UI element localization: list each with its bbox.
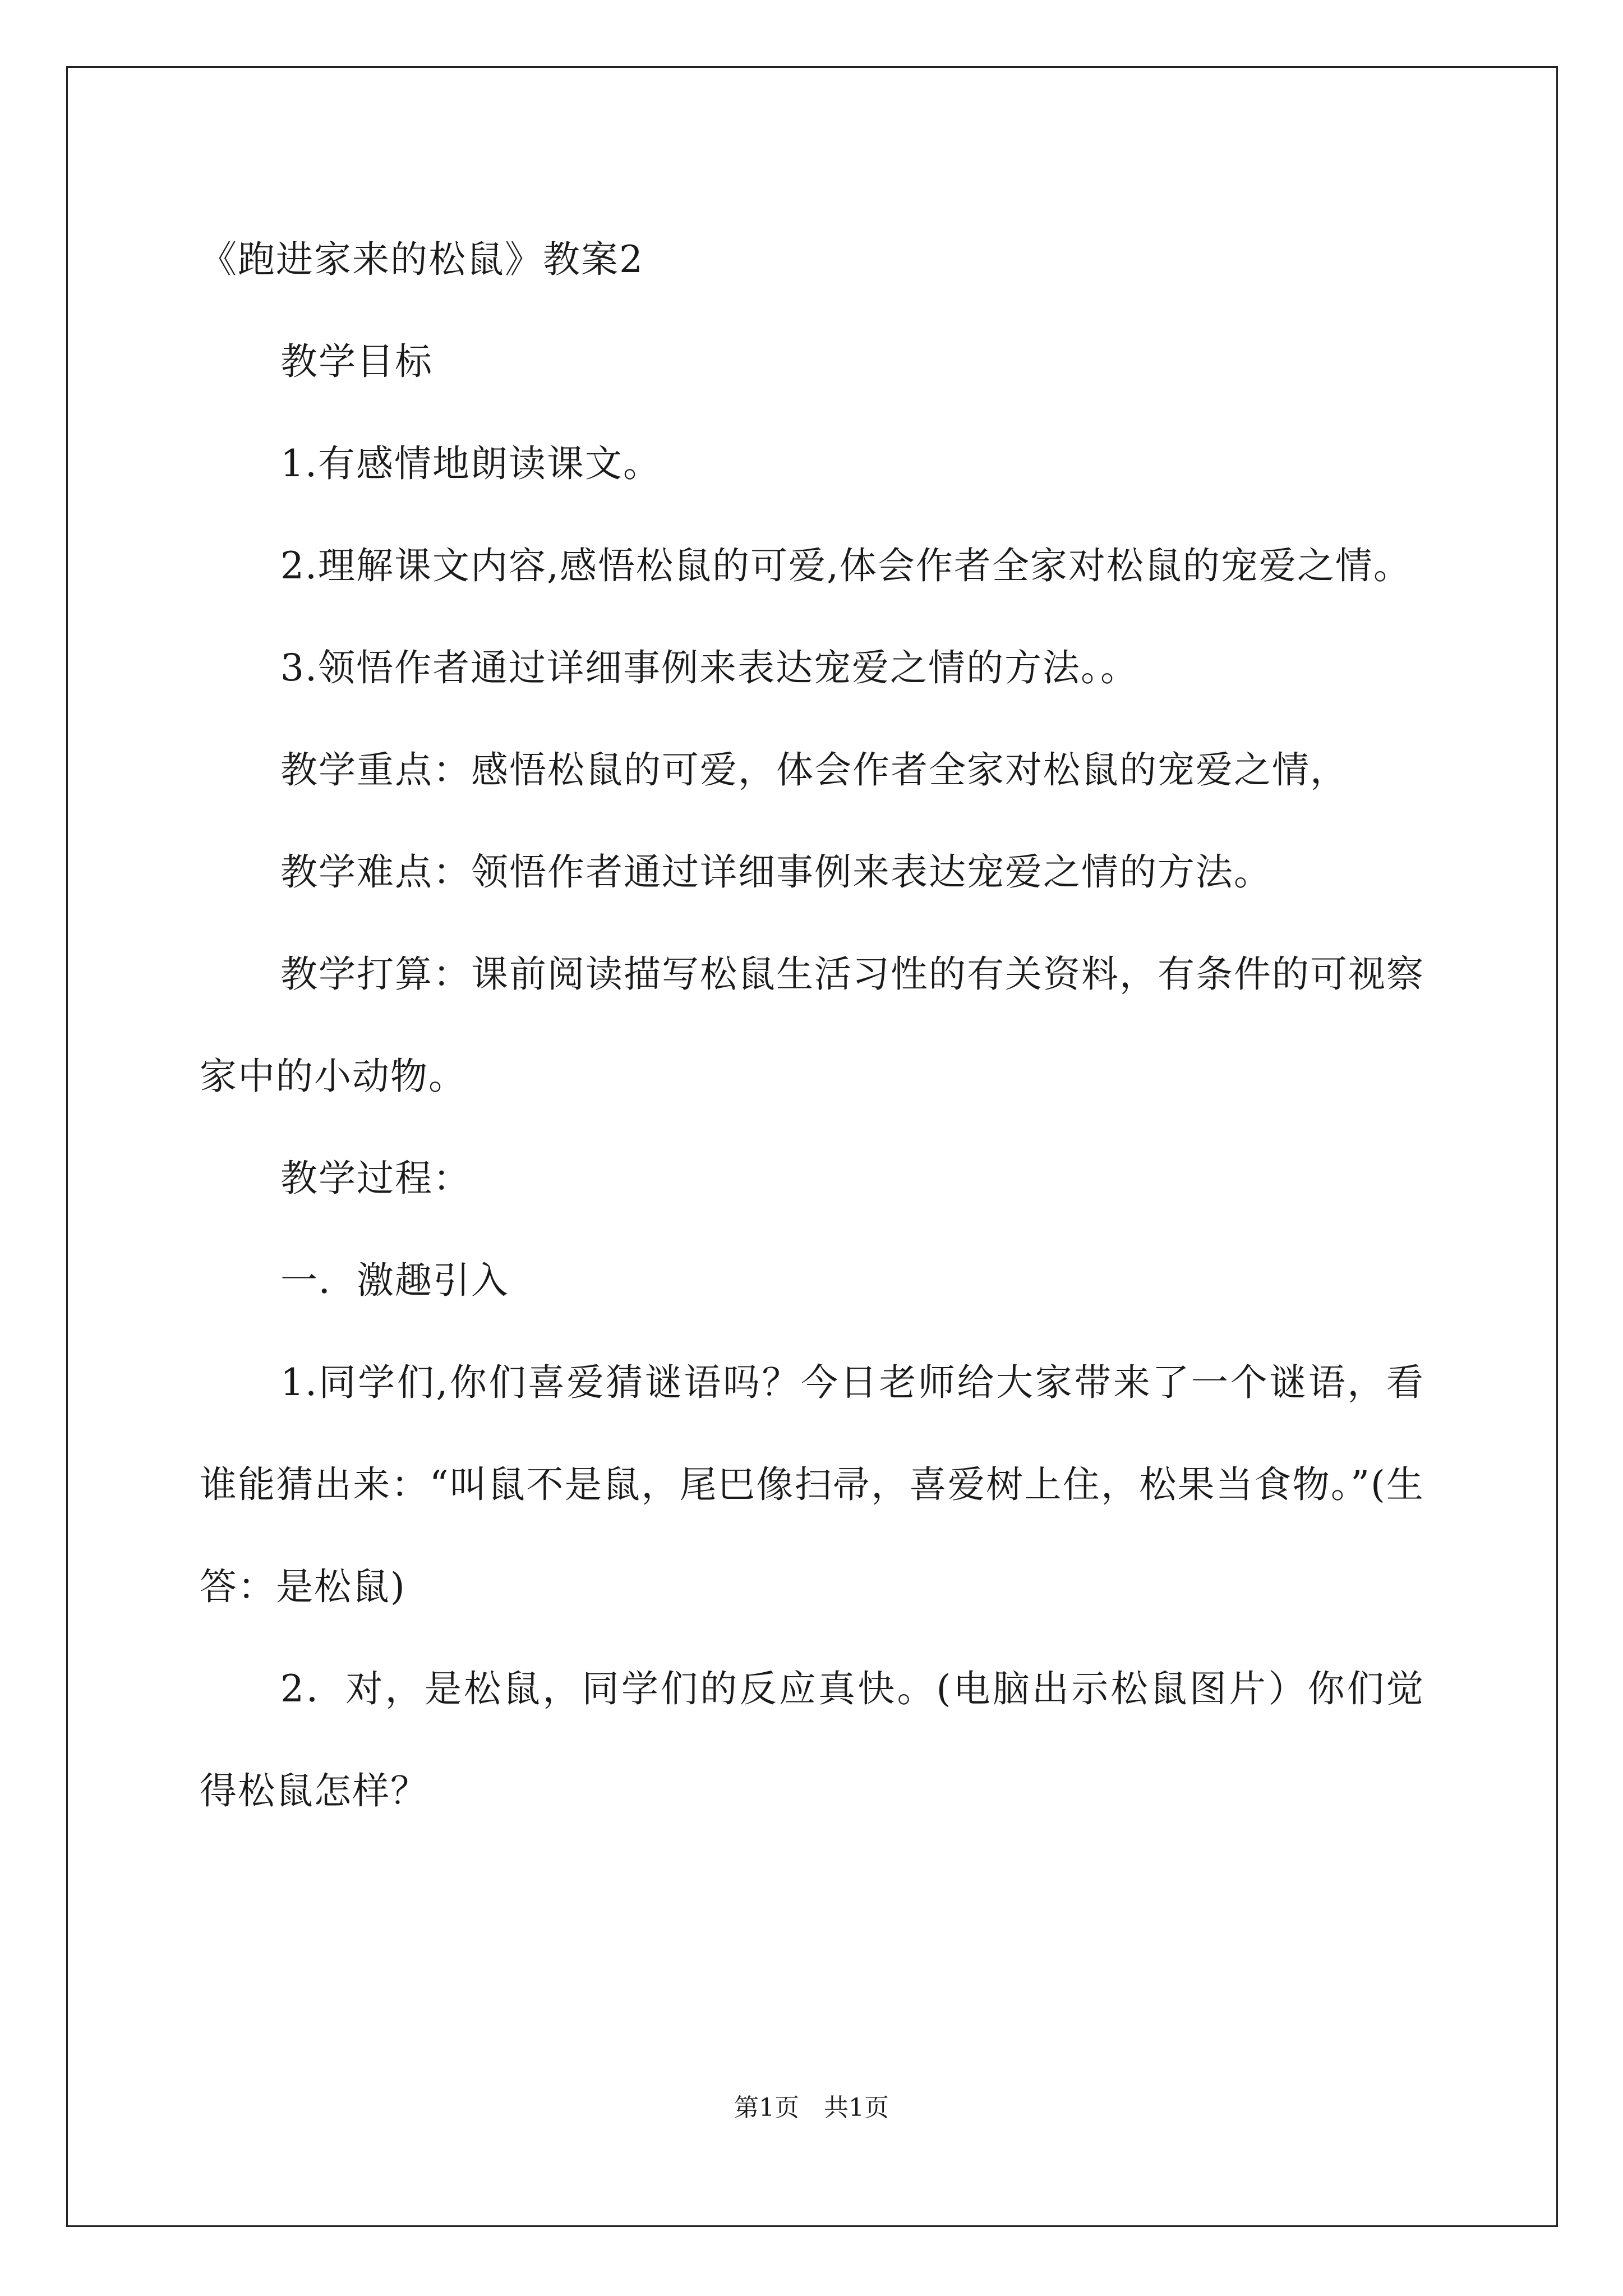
intro-step-1: 1.同学们,你们喜爱猜谜语吗？今日老师给大家带来了一个谜语，看谁能猜出来：“叫鼠不是鼠，尾巴像扫帚，喜爱树上住，松果当食物。”(生答：是松鼠)	[200, 1361, 1424, 1608]
section-heading-objectives: 教学目标	[280, 340, 433, 383]
page-footer: 第1页 共1页	[734, 2093, 889, 2122]
teaching-key-point: 教学重点：感悟松鼠的可爱，体会作者全家对松鼠的宠爱之情，	[280, 748, 1348, 792]
objective-3: 3.领悟作者通过详细事例来表达宠爱之情的方法。。	[280, 646, 1138, 689]
step-heading-intro: 一．激趣引入	[280, 1259, 509, 1302]
document-body	[200, 209, 1424, 1842]
objective-1: 1.有感情地朗读课文。	[280, 442, 661, 485]
teaching-difficulty: 教学难点：领悟作者通过详细事例来表达宠爱之情的方法。	[280, 850, 1272, 894]
objective-2: 2.理解课文内容,感悟松鼠的可爱,体会作者全家对松鼠的宠爱之情。	[280, 544, 1412, 587]
teaching-preparation: 教学打算：课前阅读描写松鼠生活习性的有关资料，有条件的可视察家中的小动物。	[200, 953, 1424, 1098]
section-heading-process: 教学过程：	[280, 1157, 471, 1200]
intro-step-2: 2．对，是松鼠，同学们的反应真快。(电脑出示松鼠图片）你们觉得松鼠怎样？	[200, 1667, 1424, 1812]
document-title: 《跑进家来的松鼠》教案2	[200, 238, 644, 281]
